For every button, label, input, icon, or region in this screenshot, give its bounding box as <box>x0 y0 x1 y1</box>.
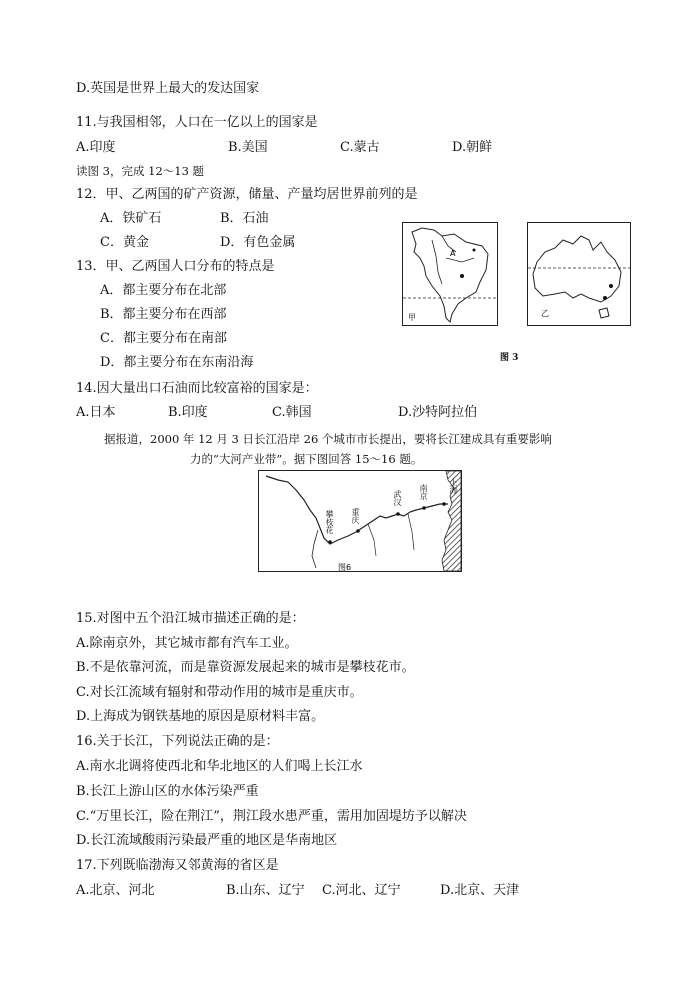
river-figure-caption: 图6 <box>338 563 352 572</box>
map-yi-australia <box>527 222 631 326</box>
question-14: 14.因大量出口石油而比较富裕的国家是： <box>76 381 318 396</box>
q14-option-c: C.韩国 <box>272 405 312 420</box>
question-16: 16.关于长江，下列说法正确的是： <box>76 734 279 749</box>
q13-option-d: D．都主要分布在东南沿海 <box>100 355 254 370</box>
q16-option-c: C.“万里长江，险在荆江”，荆江段水患严重，需用加固堤坊予以解决 <box>76 809 467 824</box>
q12-option-d: D．有色金属 <box>220 235 296 250</box>
q11-option-a: A.印度 <box>76 140 116 155</box>
map-jia-label: 甲 <box>408 313 416 322</box>
passage-line-1: 据报道，2000 年 12 月 3 日长江沿岸 26 个城市市长提出，要将长江建成具有重要影响 <box>104 432 552 446</box>
question-15: 15.对图中五个沿江城市描述正确的是： <box>76 611 305 626</box>
q10-option-d: D.英国是世界上最大的发达国家 <box>76 81 260 96</box>
passage-line-2: 力的“大河产业带”。据下图回答 15～16 题。 <box>190 452 423 466</box>
map-yi-label: 乙 <box>541 309 549 318</box>
q17-option-b: B.山东、辽宁 <box>226 883 305 898</box>
city-shanghai-label: 上海 <box>449 478 458 494</box>
q15-option-a: A.除南京外，其它城市都有汽车工业。 <box>76 636 298 651</box>
q17-option-a: A.北京、河北 <box>76 883 155 898</box>
q11-option-b: B.美国 <box>228 140 268 155</box>
city-wuhan-label: 武汉 <box>393 490 402 506</box>
question-12: 12．甲、乙两国的矿产资源，储量、产量均居世界前列的是 <box>76 187 418 202</box>
q11-option-d: D.朝鲜 <box>452 140 493 155</box>
q17-option-c: C.河北、辽宁 <box>322 883 401 898</box>
q17-option-d: D.北京、天津 <box>440 883 520 898</box>
q13-option-b: B．都主要分布在西部 <box>100 307 227 322</box>
question-17: 17.下列既临渤海又邻黄海的省区是 <box>76 858 279 873</box>
q16-option-d: D.长江流域酸雨污染最严重的地区是华南地区 <box>76 833 338 848</box>
yangtze-river-map <box>258 470 464 574</box>
q16-option-b: B.长江上游山区的水体污染严重 <box>76 784 259 799</box>
city-chongqing-label: 重庆 <box>351 508 360 524</box>
q11-option-c: C.蒙古 <box>340 140 380 155</box>
q12-option-a: A．铁矿石 <box>100 211 162 226</box>
q13-option-c: C．都主要分布在南部 <box>100 331 227 346</box>
question-11: 11.与我国相邻，人口在一亿以上的国家是 <box>76 115 318 130</box>
q15-option-c: C.对长江流域有辐射和带动作用的城市是重庆市。 <box>76 685 363 700</box>
question-13: 13．甲、乙两国人口分布的特点是 <box>76 259 275 274</box>
q13-option-a: A．都主要分布在北部 <box>100 283 227 298</box>
q12-option-c: C．黄金 <box>100 235 149 250</box>
city-panzhihua-label: 攀枝花 <box>325 510 334 534</box>
map-point-a-label: A <box>450 249 456 258</box>
q16-option-a: A.南水北调将使西北和华北地区的人们喝上长江水 <box>76 759 363 774</box>
city-nanjing-label: 南京 <box>419 484 428 500</box>
q14-option-d: D.沙特阿拉伯 <box>398 405 478 420</box>
q15-option-b: B.不是依靠河流，而是靠资源发展起来的城市是攀枝花市。 <box>76 660 415 675</box>
q14-option-b: B.印度 <box>168 405 208 420</box>
read-figure-3: 读图 3，完成 12～13 题 <box>76 164 205 178</box>
q14-option-a: A.日本 <box>76 405 116 420</box>
figure-3-caption: 图 3 <box>500 353 519 363</box>
map-jia-south-america <box>402 222 498 326</box>
q15-option-d: D.上海成为钢铁基地的原因是原材料丰富。 <box>76 709 325 724</box>
q12-option-b: B．石油 <box>220 211 269 226</box>
